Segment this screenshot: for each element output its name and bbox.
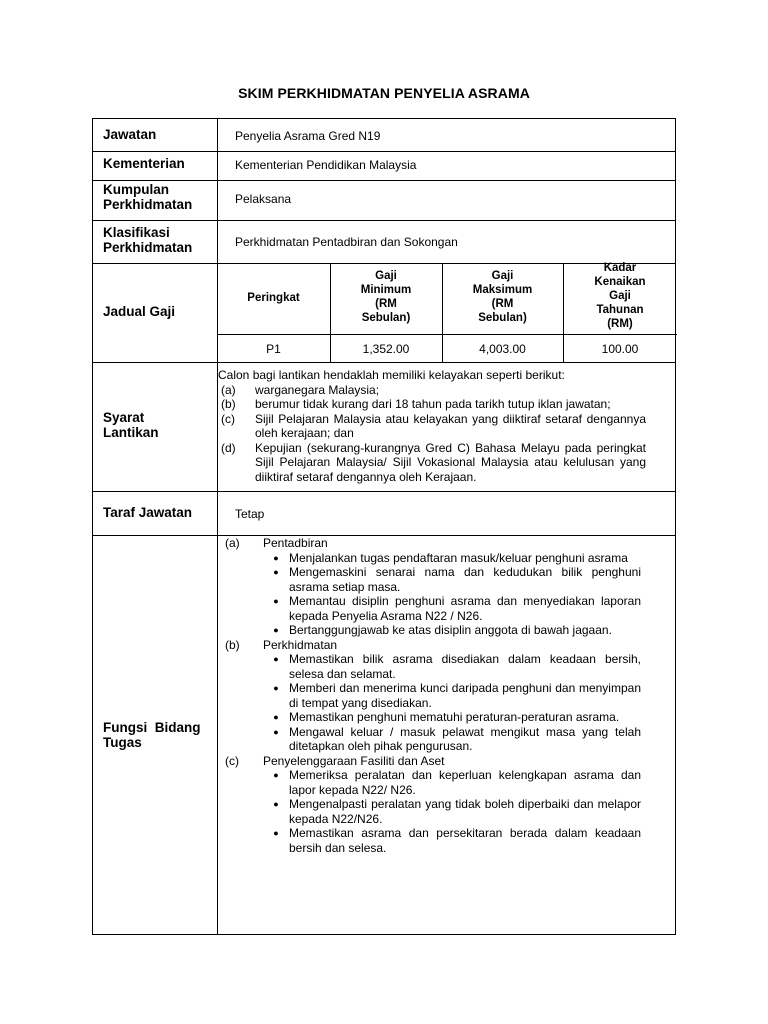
syarat-content <box>217 368 646 484</box>
item-key: (d) <box>221 440 236 455</box>
item-key: (c) <box>221 411 235 426</box>
item-text: Mengemaskini senarai nama dan kedudukan bilik penghuni asrama setiap masa. <box>289 565 641 594</box>
bullet-icon: ● <box>273 726 279 737</box>
bullet-icon: ● <box>273 596 279 606</box>
salary-header-kenaikan-line: Gaji <box>609 290 631 302</box>
section-key: (a) <box>225 536 240 550</box>
row-divider <box>93 491 675 492</box>
salary-header-peringkat: Peringkat <box>247 292 300 304</box>
bullet-icon: ● <box>273 654 279 664</box>
salary-header-kenaikan <box>563 261 677 331</box>
item-text: Bertanggungjawab ke atas disiplin anggota di bawah jagaan. <box>289 623 612 637</box>
list-item <box>263 826 641 855</box>
salary-header-maksimum-line: Gaji <box>491 270 514 282</box>
item-text: berumur tidak kurang dari 18 tahun pada tarikh tutup iklan jawatan; <box>255 397 611 411</box>
salary-header-kenaikan-line: Kadar <box>603 262 637 274</box>
salary-header-maksimum-line: Sebulan) <box>478 312 527 324</box>
section-heading <box>225 638 641 653</box>
item-text: Memantau disiplin penghuni asrama dan menyediakan laporan kepada Penyelia Asrama N22 / N26. <box>289 594 641 623</box>
row-divider <box>93 220 675 221</box>
fungsi-label-line1: Fungsi Bidang <box>103 720 201 735</box>
bullet-icon: ● <box>273 625 279 635</box>
salary-header-maksimum <box>442 269 563 325</box>
list-item <box>263 623 641 638</box>
fungsi-content <box>225 536 641 855</box>
fungsi-section <box>225 638 641 754</box>
syarat-label-line1: Syarat <box>103 410 145 425</box>
list-item <box>263 768 641 797</box>
bullet-icon: ● <box>273 770 279 780</box>
syarat-label-line2: Lantikan <box>103 425 159 440</box>
klasifikasi-value: Perkhidmatan Pentadbiran dan Sokongan <box>235 235 458 249</box>
jawatan-label: Jawatan <box>103 127 157 142</box>
salary-cell-peringkat: P1 <box>266 342 281 356</box>
item-text: Memeriksa peralatan dan keperluan kelengkapan asrama dan lapor kepada N22/ N26. <box>289 768 641 797</box>
bullet-icon: ● <box>273 552 279 563</box>
salary-header-maksimum-line: Maksimum <box>472 284 533 296</box>
section-key: (b) <box>225 637 240 652</box>
salary-cell-maksimum: 4,003.00 <box>479 342 526 356</box>
item-text: Kepujian (sekurang-kurangnya Gred C) Bahasa Melayu pada peringkat Sijil Pelajaran Malaysia/ Sijil Vokasional Malaysia atau kelulusan yang diiktiraf setaraf dengannya oleh Kerajaan. <box>255 440 646 484</box>
list-item <box>217 441 646 485</box>
row-divider <box>93 151 675 152</box>
salary-header-minimum-line: Gaji <box>375 270 397 282</box>
document-title: SKIM PERKHIDMATAN PENYELIA ASRAMA <box>238 85 530 101</box>
salary-header-minimum-line: Sebulan) <box>361 312 411 324</box>
salary-header-kenaikan-line: Tahunan <box>596 304 644 316</box>
column-divider <box>217 119 218 934</box>
skim-table <box>92 118 676 935</box>
salary-header-maksimum-line: (RM <box>491 298 514 310</box>
item-key: (a) <box>221 382 236 397</box>
section-title: Perkhidmatan <box>263 637 338 652</box>
kumpulan-label-line1: Kumpulan <box>103 182 169 197</box>
item-text: Sijil Pelajaran Malaysia atau kelayakan yang diiktiraf setaraf dengannya oleh kerajaan; dan <box>255 411 646 440</box>
jadual-gaji-label: Jadual Gaji <box>103 304 176 319</box>
fungsi-label <box>103 720 201 750</box>
item-text: warganegara Malaysia; <box>255 382 380 397</box>
item-text: Mengenalpasti peralatan yang tidak boleh diperbaiki dan melapor kepada N22/N26. <box>289 797 641 826</box>
klasifikasi-label-line1: Klasifikasi <box>103 225 170 240</box>
item-text: Memastikan asrama dan persekitaran berada dalam keadaan bersih dan selesa. <box>289 826 641 855</box>
item-text: Mengawal keluar / masuk pelawat mengikut masa yang telah ditetapkan oleh pihak pengurusan. <box>289 724 641 753</box>
fungsi-section <box>225 754 641 856</box>
item-text: Memastikan penghuni mematuhi peraturan-peraturan asrama. <box>289 710 620 724</box>
kumpulan-label-line2: Perkhidmatan <box>103 197 193 212</box>
list-item <box>263 725 641 754</box>
bullet-icon: ● <box>273 828 279 838</box>
list-item <box>217 412 646 441</box>
taraf-label: Taraf Jawatan <box>103 505 193 520</box>
salary-cell-minimum: 1,352.00 <box>362 342 410 356</box>
salary-header-kenaikan-line: Kenaikan <box>594 276 646 288</box>
kementerian-label: Kementerian <box>103 156 185 171</box>
fungsi-section <box>225 536 641 638</box>
salary-header-minimum-line: (RM <box>375 298 397 310</box>
salary-row-divider <box>217 334 677 335</box>
list-item <box>263 565 641 594</box>
bullet-icon: ● <box>273 567 279 577</box>
kumpulan-label <box>103 182 192 212</box>
klasifikasi-label <box>103 225 192 255</box>
item-text: Menjalankan tugas pendaftaran masuk/keluar penghuni asrama <box>289 550 628 565</box>
list-item <box>263 652 641 681</box>
list-item <box>263 797 641 826</box>
kementerian-value: Kementerian Pendidikan Malaysia <box>235 158 417 172</box>
bullet-icon: ● <box>273 799 279 809</box>
section-heading <box>225 754 641 769</box>
list-item <box>263 710 641 725</box>
syarat-label <box>103 410 159 440</box>
row-divider <box>93 362 675 363</box>
bullet-icon: ● <box>273 683 279 693</box>
section-heading <box>225 536 641 551</box>
salary-header-minimum <box>330 269 442 325</box>
salary-table <box>217 263 677 362</box>
taraf-value: Tetap <box>235 507 265 521</box>
row-divider <box>93 180 675 181</box>
fungsi-label-line2: Tugas <box>103 735 142 750</box>
list-item <box>217 383 646 398</box>
section-title: Penyelenggaraan Fasiliti dan Aset <box>263 753 445 768</box>
item-text: Memastikan bilik asrama disediakan dalam keadaan bersih, selesa dan selamat. <box>289 652 641 681</box>
syarat-intro: Calon bagi lantikan hendaklah memiliki kelayakan seperti berikut: <box>218 368 565 382</box>
bullet-icon: ● <box>273 712 279 722</box>
section-key: (c) <box>225 753 239 768</box>
list-item <box>263 594 641 623</box>
list-item <box>263 681 641 710</box>
item-key: (b) <box>221 397 236 411</box>
list-item <box>263 551 641 566</box>
salary-header-kenaikan-line: (RM) <box>607 318 633 330</box>
list-item <box>217 397 646 412</box>
salary-header-minimum-line: Minimum <box>360 284 412 296</box>
item-text: Memberi dan menerima kunci daripada penghuni dan menyimpan di tempat yang disediakan. <box>289 681 641 710</box>
klasifikasi-label-line2: Perkhidmatan <box>103 240 193 255</box>
salary-cell-kenaikan: 100.00 <box>601 342 639 356</box>
kumpulan-value: Pelaksana <box>235 192 292 206</box>
section-title: Pentadbiran <box>263 536 328 550</box>
jawatan-value: Penyelia Asrama Gred N19 <box>235 129 381 143</box>
